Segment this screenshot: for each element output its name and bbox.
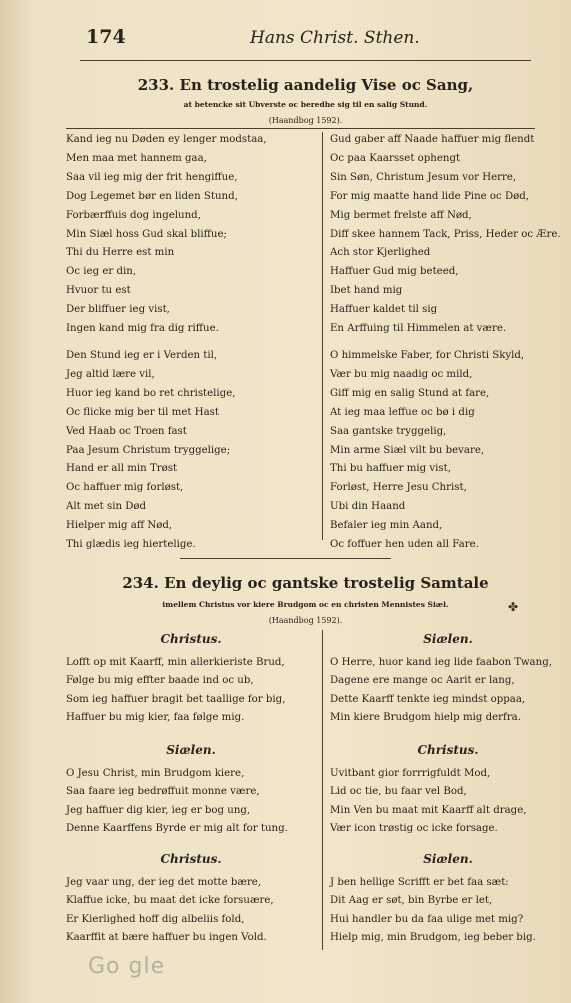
verse-line: Dagene ere mange oc Aarit er lang, [330,675,515,687]
verse-line: Jeg vaar ung, der ieg det motte bære, [66,877,262,888]
dialogue-stanza [66,874,318,947]
verse-line: Dit Aag er søt, bin Byrbe er let, [330,895,493,907]
hymn-234-title: 234. En deylig oc gantske trostelig Samtale [122,574,489,592]
verse-line: Alt met sin Død [66,501,147,513]
verse-line: Mig bermet frelste aff Nød, [330,209,472,221]
verse-line: Kaarffit at bære haffuer bu ingen Vold. [66,931,267,943]
verse-line: For mig maatte hand lide Pine oc Død, [330,190,530,202]
header-rule [80,60,531,61]
verse-line: Befaler ieg min Aand, [330,520,443,532]
verse-line: Diff skee hannem Tack, Priss, Heder oc Ære. [330,228,561,240]
verse-line: Min Ven bu maat mit Kaarff alt drage, [330,804,527,816]
verse-line: Uvitbant gior forrrigfuldt Mod, [330,768,491,779]
verse-line: Thi bu haffuer mig vist, [330,463,451,475]
page-number: 174 [86,26,126,48]
column-divider-2 [322,630,323,950]
verse-line: Ved Haab oc Troen fast [66,425,187,437]
verse-line: Ingen kand mig fra dig riffue. [66,323,219,335]
verse-line: Saa faare ieg bedrøffuit monne være, [66,786,260,798]
verse-line: O Jesu Christ, min Brudgom kiere, [66,768,245,779]
verse-line: Forløst, Herre Jesu Christ, [330,482,467,494]
verse-line: Huor ieg kand bo ret christelige, [66,387,236,399]
verse-line: Jeg altid lære vil, [66,368,155,380]
verse-line: Ach stor Kjerlighed [330,247,431,259]
verse-line: Følge bu mig effter baade ind oc ub, [66,675,254,687]
verse-line: Ibet hand mig [330,285,403,297]
verse-line: Klaffue icke, bu maat det icke forsuære, [66,895,274,907]
speaker-label: Siælen. [423,852,473,866]
verse-line: Den Stund ieg er i Verden til, [66,349,218,361]
verse-line: Min Siæl hoss Gud skal bliffue; [66,228,227,240]
verse-line: Dog Legemet bør en liden Stund, [66,190,238,202]
hymn-233-left-column [66,131,316,555]
verse-line: Lofft op mit Kaarff, min allerkieriste Brud, [66,657,285,668]
verse-line: Paa Jesum Christum tryggelige; [66,444,231,456]
verse-line: Min kiere Brudgom hielp mig derfra. [330,711,521,723]
verse-line: Saa vil ieg mig der frit hengiffue, [66,171,238,183]
verse-line: Oc paa Kaarsset ophengt [330,152,461,164]
speaker-label: Christus. [160,632,222,646]
verse-line: Forbærffuis dog ingelund, [66,209,201,221]
dialogue-stanza [330,874,570,947]
speaker-label: Siælen. [423,632,473,646]
hymn-234-source: (Haandbog 1592). [268,616,343,625]
hymn-233-subtitle: at betencke sit Ubverste oc beredhe sig til en salig Stund. [183,100,428,109]
verse-line: Hand er all min Trøst [66,463,178,475]
verse-line: Hui handler bu da faa ulige met mig? [330,913,524,925]
verse-line: Oc ieg er din, [66,266,137,278]
running-title: Hans Christ. Sthen. [250,28,420,48]
hymn-234-subtitle: imellem Christus vor kiere Brudgom oc en christen Mennistes Siæl. [162,600,449,609]
verse-line: Vær icon trøstig oc icke forsage. [330,822,498,834]
verse-line: Thi glædis ieg hiertelige. [66,539,196,551]
column-divider [322,132,323,540]
verse-line: Sin Søn, Christum Jesum vor Herre, [330,171,517,183]
verse-line: Haffuer bu mig kier, faa følge mig. [66,711,245,723]
verse-line: O Herre, huor kand ieg lide faabon Twang, [330,657,552,668]
speaker-label: Christus. [160,852,222,866]
verse-line: Men maa met hannem gaa, [66,152,207,164]
ornament-mark: ✤ [508,600,519,614]
verse-line: En Arffuing til Himmelen at være. [330,323,507,335]
hymn-233-title: 233. En trostelig aandelig Vise oc Sang, [137,76,474,94]
verse-line: Som ieg haffuer bragit bet taallige for big, [66,693,286,705]
page-header [80,20,531,56]
verse-line: Oc haffuer mig forløst, [66,482,184,494]
verse-line: Gud gaber aff Naade haffuer mig flendt [330,134,535,145]
verse-line: Ubi din Haand [330,501,406,513]
hymn-233-source: (Haandbog 1592). [268,116,343,125]
verse-line: J ben hellige Scrifft er bet faa sæt: [330,877,509,888]
hymn-233-right-column [330,131,570,555]
verse-line: Vær bu mig naadig oc mild, [330,368,473,380]
dialogue-stanza [330,654,570,727]
dialogue-stanza [66,765,318,838]
dialogue-stanza [330,765,570,838]
verse-line: Kand ieg nu Døden ey lenger modstaa, [66,134,267,145]
verse-line: Saa gantske tryggelig, [330,425,447,437]
verse-line: Lid oc tie, bu faar vel Bod, [330,786,467,798]
verse-line: Dette Kaarff tenkte ieg mindst oppaa, [330,693,526,705]
verse-line: Giff mig en salig Stund at fare, [330,387,490,399]
verse-line: Oc foffuer hen uden all Fare. [330,539,479,551]
verse-line: Haffuer kaldet til sig [330,304,438,316]
verse-line: Hvuor tu est [66,285,131,297]
verse-line: Thi du Herre est min [66,247,175,259]
verse-line: O himmelske Faber, for Christi Skyld, [330,349,525,361]
verse-line: Hielp mig, min Brudgom, ieg beber big. [330,931,536,943]
verse-line: Der bliffuer ieg vist, [66,304,170,316]
section-rule [180,558,391,559]
verse-line: Denne Kaarffens Byrde er mig alt for tung. [66,822,288,834]
verse-line: Hielper mig aff Nød, [66,520,173,532]
hymn-233-rule [66,128,535,129]
verse-line: Er Kierlighed hoff dig albeliis fold, [66,913,245,925]
google-watermark: Go gle [88,954,166,979]
verse-line: Min arme Siæl vilt bu bevare, [330,444,485,456]
verse-line: At ieg maa leffue oc bø i dig [330,406,475,418]
dialogue-stanza [66,654,318,727]
verse-line: Haffuer Gud mig beteed, [330,266,459,278]
verse-line: Oc flicke mig ber til met Hast [66,406,219,418]
verse-line: Jeg haffuer dig kier, ieg er bog ung, [66,804,251,816]
speaker-label: Siælen. [166,743,216,757]
speaker-label: Christus. [417,743,479,757]
